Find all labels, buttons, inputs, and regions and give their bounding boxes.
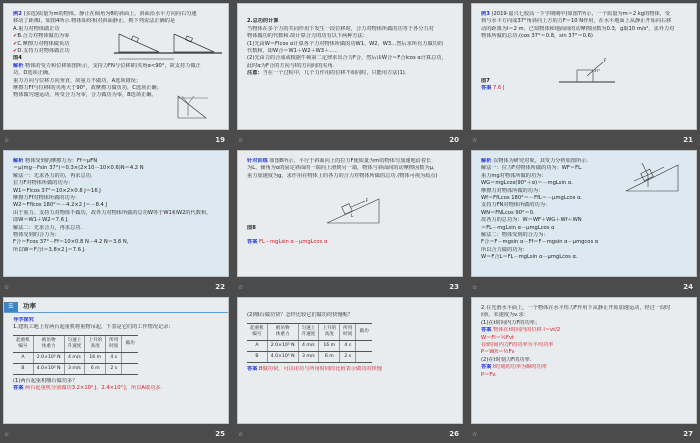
table-header: 起重机 编号 [247,323,267,340]
text-line [247,70,453,77]
label-text: 例3 [481,11,490,17]
text-line [481,26,687,33]
body-text: 解法一：先求各力的功，再求总功. [13,172,93,179]
label-text: 解析 [481,158,492,164]
body-text: 为L、倾角为α的固定斜面的一端向上滑到另一端，物体与斜面间的动摩擦因数为μ， [247,165,439,172]
slide-thumbnail-27[interactable] [471,297,699,443]
text-line [481,349,687,356]
table-cell: 2.0×10³ N [267,340,298,351]
body-text: 摩擦力Ff与位移l的夹角大于90°，故摩擦力做负功，C选项正确； [13,85,162,92]
label-text: 针对训练 [247,158,268,164]
slide-number: 26 [449,430,459,438]
body-text: 到与水平方向成37°角斜向上方的力F＝10 N作用，在水平地面上从静止开始向右移 [481,18,672,25]
label-text: 解析 [13,158,24,164]
slide-content[interactable] [3,3,229,130]
body-text: 所以W＝F合l＝3.8×2 J＝7.6 J. [13,246,86,253]
text-line [481,210,687,217]
table-cell: 16 m [319,340,340,351]
body-text: ＝FL－mgLsin α－μmgLcos α [481,224,555,231]
label-text: 解析 [13,62,24,69]
slide-number: 20 [449,136,459,144]
table-header: 所用 时间 [106,335,122,352]
physics-diagram [557,56,617,86]
table-cell [356,340,372,351]
slide-content[interactable] [471,297,697,424]
slide-content[interactable] [471,150,697,277]
body-text: F合＝Fcos 37°－Ff＝10×0.8 N－4.2 N＝3.8 N， [13,239,132,246]
physics-diagram [114,32,224,68]
table-cell: A [13,352,33,363]
text-line [13,173,219,180]
table-row [13,352,138,363]
table-header: 做功 [122,335,138,352]
body-text: D.支持力对物体做正功 [17,48,70,55]
text-line [481,33,687,40]
body-text: Wf＝FfLcos 180°＝－FfL＝－μmgLcos α. [481,195,583,202]
text-line [247,158,453,165]
text-line [13,239,219,246]
svg-text:F: F [366,198,369,203]
text-line [481,335,687,342]
slide-thumbnail-25[interactable] [3,297,231,443]
section-header [4,301,228,313]
slide-number: 25 [215,430,225,438]
body-text: 图8 [247,224,256,231]
slide-content[interactable] [237,150,463,277]
table-header: 被吊物 体重力 [33,335,64,352]
slide-content[interactable] [237,3,463,130]
body-text: 故各力的总功为：W＝WF＋WG＋Wf＋WN [481,217,582,224]
answer-text: 两台起重机分别做功3.2×10⁴ J、2.4×10⁴ J，所以A做功多. [23,385,163,392]
text-line [247,173,453,180]
body-text: 摩擦力Ff对物体所做的功为： [13,195,81,202]
table-cell: 2 s [106,363,122,374]
text-line [13,324,219,331]
text-line [481,372,687,379]
text-line [247,26,453,33]
menu-icon: ☰ [4,302,18,312]
body-text: (1)两台起重机哪台做功多？ [13,377,78,384]
body-text: 如图8所示，平行于斜面向上的拉力F使质量为m的物体匀加速地沿着长 [267,158,432,164]
body-text: W1＝Flcos 37°＝10×2×0.8 J＝16 J [13,187,101,194]
label-text: 答案 [247,365,258,372]
text-line [481,357,687,364]
text-line [13,385,219,392]
body-text: 当在一个过程中，几个力作用的位移不相同时，只能用方法(1). [262,70,407,77]
slide-number: 23 [449,283,459,291]
label-text: 答案 [481,84,492,91]
text-line [247,305,453,312]
table-cell: 6 m [319,351,340,362]
svg-text:F: F [604,58,607,63]
table-header: 被吊物 体重力 [267,323,298,340]
answer-text: 物体在t时间内的位移 l＝vt/2 [491,327,561,334]
table-header: 匀速上 升速度 [64,335,85,352]
body-text: W＝F合L＝FL－mgLsin α－μmgLcos α. [481,254,578,261]
table-cell [356,351,372,362]
text-line [247,232,453,239]
text-line [13,225,219,232]
body-text: 支持力FN对物体所做的功为： [481,202,551,209]
body-text: (2)哪台做功快？怎样比较它们做功的快慢呢？ [247,312,353,319]
table-cell: B [247,351,267,362]
table-cell: 4.0×10³ N [267,351,298,362]
body-text: 重力加速度为g，求作用在物体上的各力的合力对物体所做的总功.(物体可视为质点) [247,172,438,179]
body-text: 动的距离为l＝2 m，已知物体和地面间的动摩擦因数为0.3，g取10 m/s²，求外力对 [481,25,675,32]
table-header: 所用 时间 [340,323,356,340]
text-line [13,78,219,85]
slide-transition-icon: ☆ [4,431,10,438]
table-row [13,363,138,374]
physics-diagram [622,157,682,193]
slide-transition-icon: ☆ [238,284,244,291]
slide-transition-icon: ☆ [4,284,10,291]
slide-transition-icon: ☆ [472,431,478,438]
answer-text: P̄＝W/t＝½Fv [481,349,515,356]
body-text: WG＝mgLcos(90°＋α)＝－mgLsin α. [481,180,573,187]
text-line [481,225,687,232]
text-line [481,85,687,92]
body-text: (2019·嘉兴七校高一下学期期中)如图7所示，一个质量为m＝2 kg的物体，受 [489,11,671,17]
text-line [247,63,453,70]
label-text: 导学探究 [13,317,34,323]
body-text: 物体受到的摩擦力为：Ff＝μFN [23,158,98,164]
label-text: 例2 [13,11,22,17]
text-line [247,312,453,319]
body-text: ＝μ(mg－Fsin 37°)＝0.3×(2×10－10×0.6)N＝4.2 N [13,165,144,172]
body-text: 重力方向与位移方向垂直，故重力不做功，A选项错误； [13,77,142,84]
text-line [481,239,687,246]
slide-number: 19 [215,136,225,144]
body-text: (1)在t时间内力F的功率； [481,319,541,326]
slide-content[interactable] [237,297,463,424]
body-text: (多选)质量为m的物体，静止在倾角为θ的斜面上，斜面沿水平方向向右匀速 [21,11,197,17]
text-line [247,33,453,40]
answer-text: FL－mgLsin α－μmgLcos α [257,239,328,246]
body-text: 功，D选项正确。 [13,70,54,77]
text-line [13,317,219,324]
answer-text: B做功快，可以用功与所用时间的比值表示做功的快慢 [257,365,382,372]
table-cell: 3 m/s [298,351,319,362]
text-line [247,48,453,55]
text-line [481,364,687,371]
text-line [481,232,687,239]
body-text: 间t，末速度为v.求： [481,312,529,319]
table-cell: 16 m [85,352,106,363]
body-text: 解法二：先求合力，再求总功. [13,224,83,231]
crane-data-table [247,323,372,363]
body-text: 物体做功的代数和.故计算合力的功有以下两种方法： [247,33,368,40]
text-line [481,320,687,327]
body-text: 拉力F对物体所做的功为： [13,180,74,187]
slide-thumbnail-19[interactable] [3,3,231,149]
slide-number: 22 [215,283,225,291]
text-line [247,41,453,48]
body-text: W2＝Fflcos 180°＝－4.2×2 J＝－8.4 J [13,202,107,209]
body-text: 解法二：物体受到的合力为： [481,232,549,239]
body-text: 当物体在多个力的共同作用下发生一段位移时，合力对物体所做的功等于各分力对 [247,25,434,32]
table-cell: 4 s [340,340,356,351]
slide-number: 27 [683,430,693,438]
slide-transition-icon: ☆ [472,284,478,291]
text-line [247,180,453,187]
text-line [481,305,687,312]
answer-text: ✔ [13,48,18,55]
text-line [13,202,219,209]
text-line [13,378,219,385]
body-text: 解法一：拉力F对物体所做的功为：WF＝FL. [481,165,583,172]
text-line [13,232,219,239]
text-line [247,18,453,25]
label-text: 答案 [247,239,258,246]
text-line [481,202,687,209]
slide-transition-icon: ☆ [238,137,244,144]
body-text: 2.总功的计算 [247,18,279,25]
table-row [247,340,372,351]
table-header: 起重机 编号 [13,335,33,352]
answer-text: ✔ [13,40,18,47]
body-text: 2.在光滑水平面上，一个物体在水平恒力F作用下从静止开始加速运动，经过一段时 [481,305,671,311]
body-text: 摩擦力对物体所做的功为： [481,187,544,194]
slide-content[interactable] [3,150,229,277]
answer-text: W＝Fl＝½Fvt [481,334,515,341]
body-text: F合＝F－mgsin α－Ff＝F－mgsin α－μmgcos α [481,239,599,246]
table-cell [122,352,138,363]
body-text: 物体受到的合力为： [13,232,60,239]
body-text: B.合力对物体做功为零 [17,33,70,40]
answer-text: 7.6 J [491,84,505,91]
text-line [481,18,687,25]
label-text: 答案 [481,327,492,334]
body-text: 物体做匀速运动，所受合力为零，合力做功为零，B选项正确。 [13,92,157,99]
slide-transition-icon: ☆ [472,137,478,144]
text-line [13,247,219,254]
label-text: 答案 [481,364,492,371]
table-cell: 4 m/s [64,352,85,363]
body-text: WN＝FNLcos 90°＝0. [481,209,535,216]
answer-text: t时刻的功率为瞬时功率 [491,364,547,371]
body-text: 注意： [247,70,263,77]
table-cell: 6 m [85,363,106,374]
text-line [247,165,453,172]
slide-thumbnail-20[interactable] [237,3,465,149]
slide-thumbnail-24[interactable] [471,150,699,296]
slide-number: 21 [683,136,693,144]
table-cell: 4 m/s [298,340,319,351]
text-line [13,195,219,202]
table-header: 上升的 高度 [319,323,340,340]
table-cell: B [13,363,33,374]
text-line [13,70,219,77]
body-text: 1.建筑工地上有两台起重机将重物吊起，下表是它们的工作情况记录： [13,324,174,331]
table-cell [122,363,138,374]
text-line [481,217,687,224]
body-text: 重力mg对物体所做的功为： [481,172,547,179]
slide-number: 24 [683,283,693,291]
svg-text:37°: 37° [594,69,601,73]
body-text: 移动了距离l，如图4所示.物体始终相对斜面静止，则下列说法正确的是 [13,18,176,25]
slide-thumbnail-22[interactable] [3,150,231,296]
table-cell: 4.0×10³ N [33,363,64,374]
body-text: 物体所做的总功.(cos 37°＝0.8，sin 37°＝0.6) [481,33,593,40]
text-line [13,188,219,195]
table-header: 做功 [356,323,372,340]
text-line [13,210,219,217]
body-text: (2)在t时刻力F的功率. [481,356,532,363]
svg-text:L: L [351,213,354,218]
slide-transition-icon: ☆ [4,137,10,144]
physics-diagram [323,195,383,227]
text-line [481,327,687,334]
text-line [247,55,453,62]
slide-thumbnail-23[interactable] [237,150,465,296]
text-line [481,41,687,48]
body-text: 图4 [13,55,22,62]
label-text: 答案 [13,385,24,392]
table-cell: 4 s [106,352,122,363]
body-text: (2)先由力的合成或根据牛顿第二定律求出合力F合，然后由W合＝F合lcos α计算总功， [247,55,447,62]
text-line [247,239,453,246]
text-line [247,366,453,373]
body-text: 由于重力、支持力对物体不做功，故外力对物体所做的总功W等于W1和W2的代数和， [13,209,212,216]
slide-content[interactable] [3,297,229,424]
text-line [13,165,219,172]
text-line [481,312,687,319]
text-line [13,158,219,165]
text-line [13,11,219,18]
text-line [481,342,687,349]
slide-thumbnail-26[interactable] [237,297,465,443]
text-line [481,48,687,55]
text-line [13,217,219,224]
answer-text: P＝Fv. [481,371,497,378]
text-line [13,180,219,187]
body-text: (1)先由W＝Flcos α计算各个力对物体所做的功W1、W2、W3…然后求所有力做功的 [247,40,444,47]
crane-data-table [13,335,138,375]
slide-content[interactable] [471,3,697,130]
table-cell: A [247,340,267,351]
table-cell: 3 m/s [64,363,85,374]
body-text: 以物体为研究对象，其受力分析如图所示. [491,158,589,164]
body-text: 物体的受力和位移如图所示，支持力FN与位移l的夹角α<90°，故支持力做正 [23,62,201,69]
text-line [481,247,687,254]
table-row [247,351,372,362]
section-title: 功率 [23,301,36,310]
body-text: A.重力对物体做正功 [13,25,60,32]
table-cell: 2.0×10³ N [33,352,64,363]
body-text: 代数和，即W合＝W1＋W2＋W3＋….. [247,48,338,55]
answer-text: 在t时间内力F的功率为平均功率 [481,342,554,349]
text-line [247,188,453,195]
table-header: 匀速上 升速度 [298,323,319,340]
text-line [247,11,453,18]
answer-text: ✔ [13,33,18,40]
table-cell: 2 s [340,351,356,362]
body-text: 即W＝W1＋W2＝7.6 J. [13,217,69,224]
slide-transition-icon: ☆ [238,431,244,438]
body-text: 图7 [481,77,490,84]
text-line [481,11,687,18]
body-text: 此时α为F合的方向与l的方向间的夹角. [247,62,335,69]
text-line [481,254,687,261]
body-text: C.摩擦力对物体做负功 [17,40,70,47]
text-line [13,18,219,25]
body-text: 所以合力做的功为： [481,246,528,253]
slide-thumbnail-21[interactable] [471,3,699,149]
table-header: 上升的 高度 [85,335,106,352]
text-line [481,195,687,202]
